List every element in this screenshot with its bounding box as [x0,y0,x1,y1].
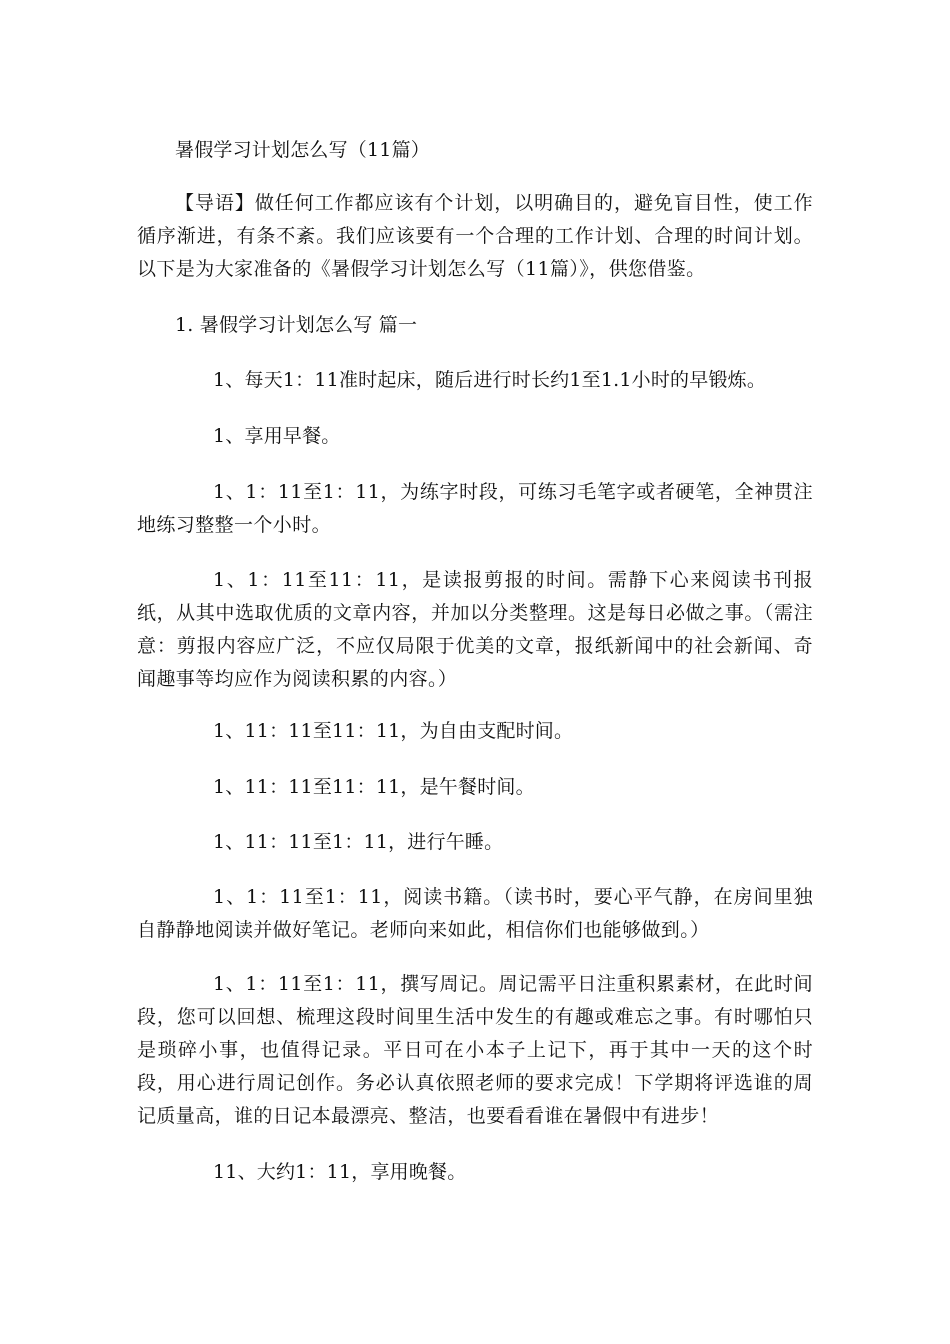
section-heading: 1. 暑假学习计划怎么写 篇一 [175,314,418,336]
list-item: 1、11：11至1：11，进行午睡。 [213,831,504,853]
list-item: 1、1：11至1：11，阅读书籍。（读书时，要心平气静，在房间里独自静静地阅读并做好笔记。老师向来如此，相信你们也能够做到。） [137,886,813,941]
intro-paragraph: 【导语】做任何工作都应该有个计划，以明确目的，避免盲目性，使工作循序渐进，有条不紊。我们应该要有一个合理的工作计划、合理的时间计划。以下是为大家准备的《暑假学习计划怎么写（11篇）》，供您借鉴。 [137,192,813,280]
document-title: 暑假学习计划怎么写（11篇） [175,139,430,161]
list-item: 11、大约1：11，享用晚餐。 [213,1161,467,1183]
list-item: 1、享用早餐。 [213,425,341,447]
list-item: 1、1：11至1：11，撰写周记。周记需平日注重积累素材，在此时间段，您可以回想、梳理这段时间里生活中发生的有趣或难忘之事。有时哪怕只是琐碎小事，也值得记录。平日可在小本子上记下，再于其中一天的这个时段，用心进行周记创作。务必认真依照老师的要求完成！下学期将评选谁的周记质量高，谁的日记本最漂亮、整洁，也要看看谁在暑假中有进步！ [137,973,813,1127]
list-item: 1、1：11至11：11，是读报剪报的时间。需静下心来阅读书刊报纸，从其中选取优质的文章内容，并加以分类整理。这是每日必做之事。（需注意：剪报内容应广泛，不应仅局限于优美的文章，报纸新闻中的社会新闻、奇闻趣事等均应作为阅读积累的内容。） [137,569,813,690]
list-item: 1、11：11至11：11，为自由支配时间。 [213,720,574,742]
list-item: 1、11：11至11：11，是午餐时间。 [213,776,535,798]
list-item: 1、1：11至1：11，为练字时段，可练习毛笔字或者硬笔，全神贯注地练习整整一个小时。 [137,481,813,536]
list-item: 1、每天1：11准时起床，随后进行时长约1至1.1小时的早锻炼。 [213,369,767,391]
